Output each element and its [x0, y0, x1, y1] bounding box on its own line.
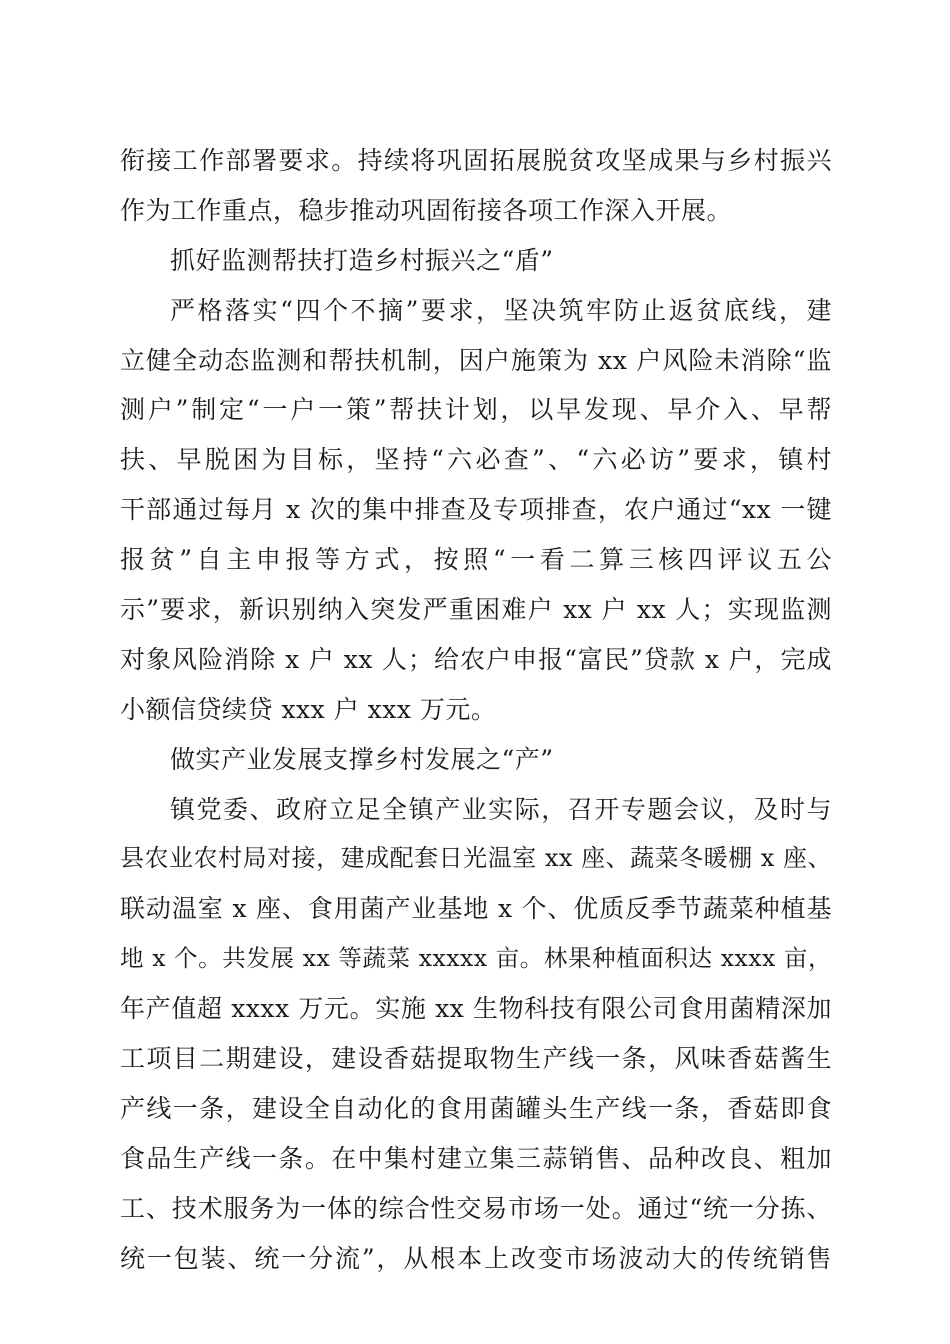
text-line: 作为工作重点，稳步推动巩固衔接各项工作深入开展。 — [120, 195, 733, 225]
text-line: 小额信贷续贷 xxx 户 xxx 万元。 — [120, 694, 497, 724]
text-line: 联动温室 x 座、食用菌产业基地 x 个、优质反季节蔬菜种植基 — [120, 894, 832, 924]
text-line: 年产值超 xxxx 万元。实施 xx 生物科技有限公司食用菌精深加 — [120, 994, 832, 1024]
text-line: 工、技术服务为一体的综合性交易市场一处。通过“统一分拣、 — [120, 1193, 832, 1223]
text-line: 统一包装、统一分流”，从根本上改变市场波动大的传统销售 — [120, 1243, 832, 1273]
text-line: 衔接工作部署要求。持续将巩固拓展脱贫攻坚成果与乡村振兴 — [120, 146, 832, 175]
text-line: 干部通过每月 x 次的集中排查及专项排查，农户通过“xx 一键 — [120, 495, 832, 525]
document-body — [120, 136, 832, 1283]
text-line: 产线一条，建设全自动化的食用菌罐头生产线一条，香菇即食 — [120, 1093, 832, 1123]
text-line: 镇党委、政府立足全镇产业实际，召开专题会议，及时与 — [170, 794, 832, 824]
section-heading: 做实产业发展支撑乡村发展之“产” — [170, 744, 554, 774]
text-line: 立健全动态监测和帮扶机制，因户施策为 xx 户风险未消除“监 — [120, 345, 832, 375]
text-line: 示”要求，新识别纳入突发严重困难户 xx 户 xx 人；实现监测 — [120, 595, 832, 625]
text-line: 食品生产线一条。在中集村建立集三蒜销售、品种改良、粗加 — [120, 1143, 832, 1173]
section-heading: 抓好监测帮扶打造乡村振兴之“盾” — [170, 245, 554, 275]
text-line: 县农业农村局对接，建成配套日光温室 xx 座、蔬菜冬暖棚 x 座、 — [120, 844, 832, 873]
text-line: 测户”制定“一户一策”帮扶计划，以早发现、早介入、早帮 — [120, 395, 832, 425]
text-line: 报贫”自主申报等方式，按照“一看二算三核四评议五公 — [120, 545, 832, 575]
text-line: 工项目二期建设，建设香菇提取物生产线一条，风味香菇酱生 — [120, 1044, 832, 1074]
text-line: 对象风险消除 x 户 xx 人；给农户申报“富民”贷款 x 户，完成 — [120, 644, 832, 674]
text-line: 地 x 个。共发展 xx 等蔬菜 xxxxx 亩。林果种植面积达 xxxx 亩， — [120, 944, 832, 973]
text-line: 严格落实“四个不摘”要求，坚决筑牢防止返贫底线，建 — [170, 295, 832, 325]
text-line: 扶、早脱困为目标，坚持“六必查”、“六必访”要求，镇村 — [120, 445, 832, 475]
